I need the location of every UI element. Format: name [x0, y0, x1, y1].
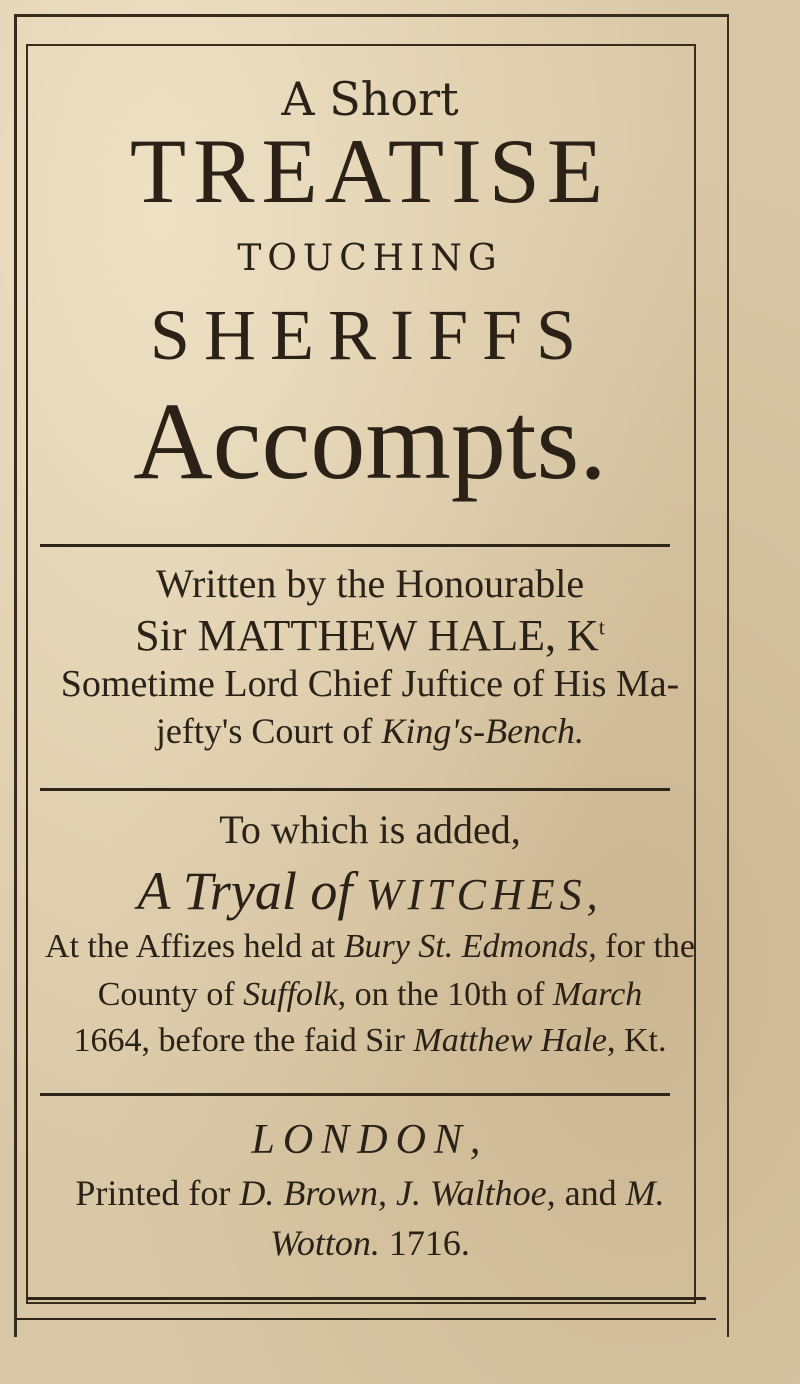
author-title-line-2: jefty's Court of King's-Bench.	[155, 711, 585, 751]
imprint-printers: Printed for D. Brown, J. Walthoe, and M.	[75, 1173, 665, 1213]
author-intro: Written by the Honourable	[155, 561, 585, 606]
divider-rule	[40, 788, 670, 791]
title-prefix: A Short	[281, 72, 459, 126]
author-name: Sir MATTHEW HALE, $K^t$	[135, 611, 605, 660]
imprint-date: Wotton. 1716.	[270, 1223, 470, 1263]
title-touching: TOUCHING	[237, 238, 503, 279]
addition-line-2: County of Suffolk, on the 10th of March	[97, 976, 643, 1013]
divider-rule	[26, 1297, 706, 1300]
title-sheriffs: SHERIFFS	[149, 295, 591, 375]
divider-rule	[40, 1093, 670, 1096]
author-title-line-1: Sometime Lord Chief Juftice of His Ma-	[60, 663, 680, 705]
addition-line-1: At the Affizes held at Bury St. Edmonds, for the	[45, 928, 695, 965]
divider-rule	[16, 1318, 716, 1320]
addition-title: A Tryal of WITCHES,	[137, 861, 603, 921]
title-accompts: Accompts.	[133, 380, 607, 502]
imprint-place: LONDON,	[251, 1117, 489, 1163]
addition-line-3: 1664, before the faid Sir Matthew Hale, Kt.	[73, 1022, 667, 1059]
addition-intro: To which is added,	[219, 807, 521, 852]
divider-rule	[40, 544, 670, 547]
title-main: TREATISE	[129, 120, 611, 222]
